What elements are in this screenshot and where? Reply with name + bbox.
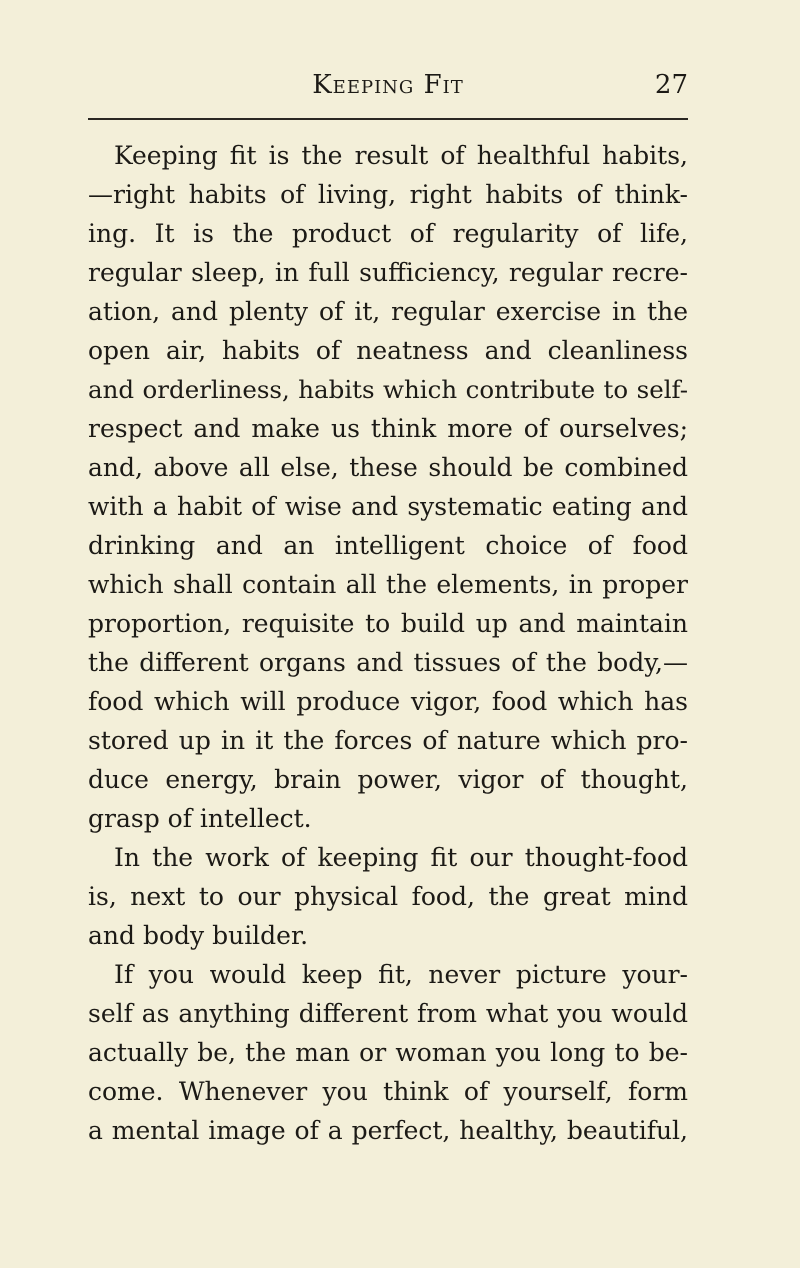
text-line: a mental image of a perfect, healthy, beautiful, [88,1116,688,1145]
text-line: ation, and plenty of it, regular exercise in the [88,297,688,326]
text-line: regular sleep, in full sufficiency, regular recre- [88,258,688,287]
running-title: Keeping Fit [312,70,464,100]
text-line: and, above all else, these should be combined [88,453,688,482]
text-line: is, next to our physical food, the great mind [88,882,688,911]
text-line: which shall contain all the elements, in proper [88,570,688,599]
text-line: If you would keep fit, never picture your- [114,960,688,989]
text-line: the different organs and tissues of the body,— [88,648,688,677]
text-line: open air, habits of neatness and cleanliness [88,336,688,365]
body-text [88,136,688,1150]
text-line: ing. It is the product of regularity of life, [88,219,688,248]
text-line: In the work of keeping fit our thought-food [114,843,688,872]
text-line: —right habits of living, right habits of think- [88,180,688,209]
text-line: self as anything different from what you would [88,999,688,1028]
text-line: food which will produce vigor, food which has [88,687,688,716]
text-line: with a habit of wise and systematic eating and [88,492,688,521]
text-line: Keeping fit is the result of healthful habits, [114,141,688,170]
text-line: come. Whenever you think of yourself, form [88,1077,688,1106]
text-line: respect and make us think more of ourselves; [88,414,688,443]
running-head [88,70,688,110]
text-line: and body builder. [88,921,309,950]
text-line: duce energy, brain power, vigor of thought, [88,765,688,794]
text-line: grasp of intellect. [88,804,312,833]
text-line: actually be, the man or woman you long to be- [88,1038,688,1067]
header-rule [88,118,688,120]
text-line: and orderliness, habits which contribute to self- [88,375,688,404]
page-number: 27 [654,70,688,100]
text-line: proportion, requisite to build up and maintain [88,609,688,638]
text-line: drinking and an intelligent choice of food [88,531,688,560]
text-line: stored up in it the forces of nature which pro- [88,726,688,755]
